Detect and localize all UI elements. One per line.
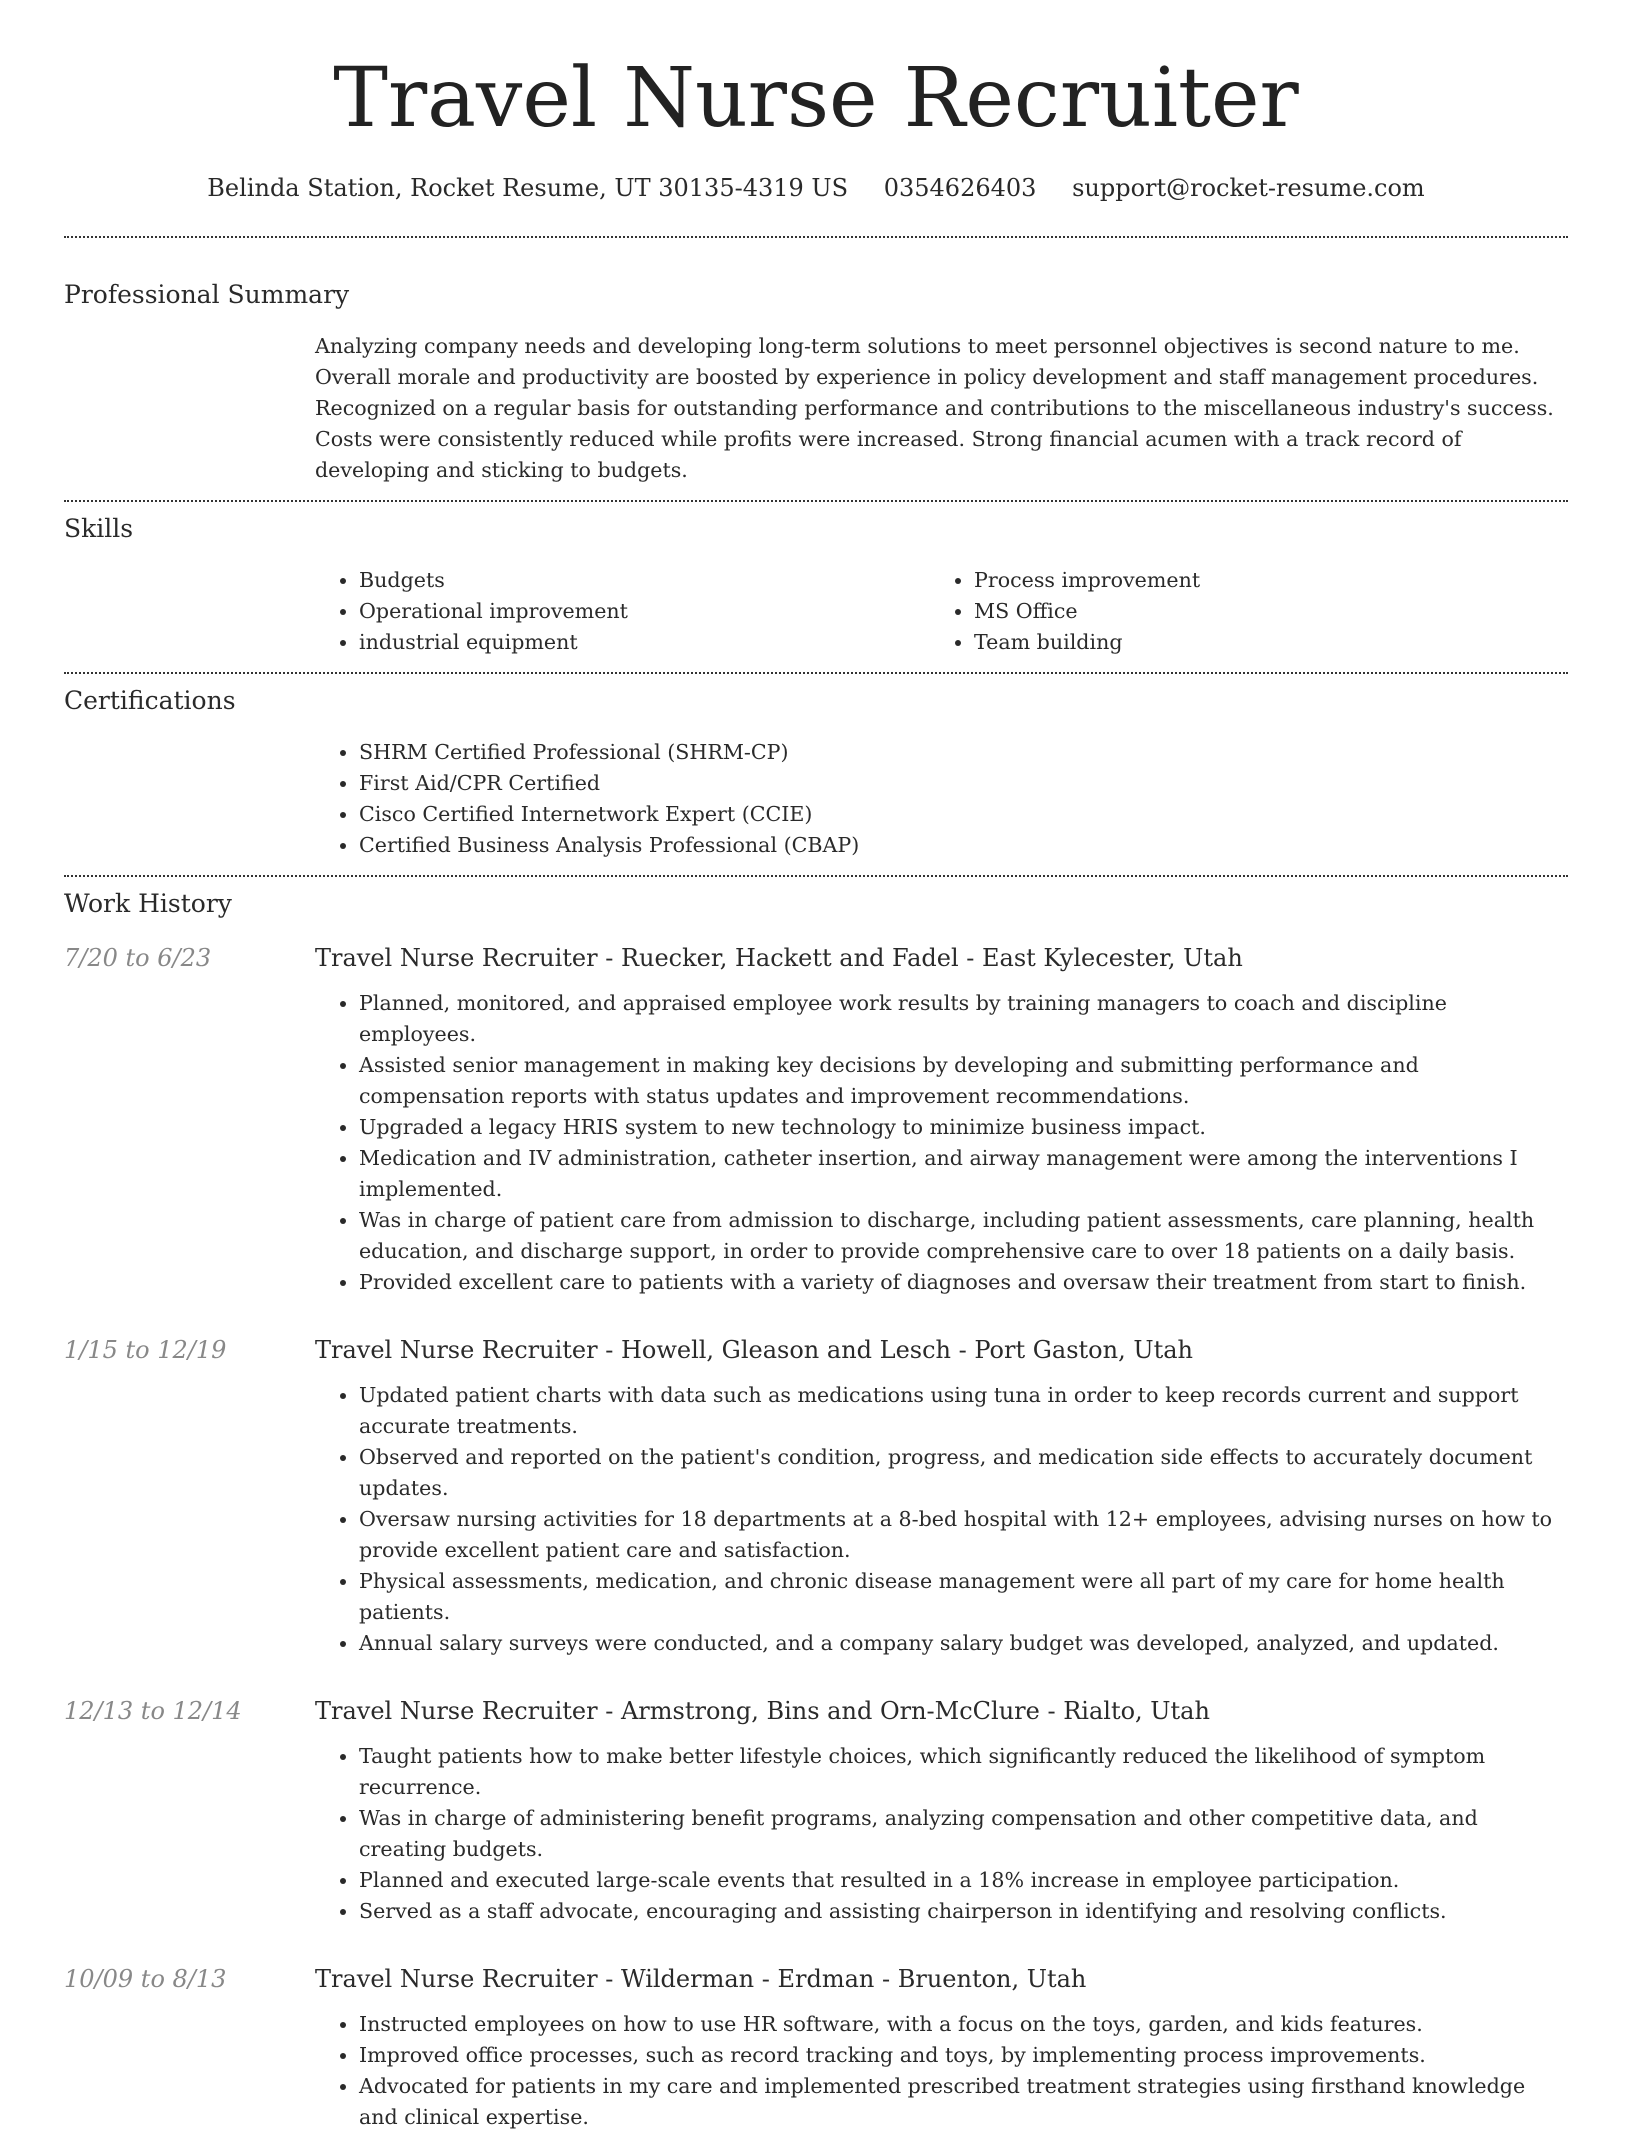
section-title: Skills (64, 514, 134, 543)
divider (64, 500, 1568, 502)
resume-page (64, 0, 1568, 2133)
job-entry (64, 1332, 1568, 1659)
job-bullet: • Observed and reported on the patient's condition, progress, and medication side effects to accurately document updates. (359, 1442, 1568, 1504)
resume-name: Travel Nurse Recruiter (333, 51, 1299, 146)
job-entry (64, 1961, 1568, 2133)
job-bullet: • Upgraded a legacy HRIS system to new technology to minimize business impact. (359, 1112, 1568, 1143)
work-history-section (64, 889, 1568, 2133)
skills-list-right (930, 565, 1568, 658)
job-title: Travel Nurse Recruiter - Howell, Gleason and Lesch - Port Gaston, Utah (315, 1336, 1193, 1364)
certifications-list (315, 737, 1568, 861)
job-body (315, 1693, 1568, 1927)
contact-phone: 0354626403 (883, 174, 1037, 202)
job-bullet: • Updated patient charts with data such as medications using tuna in order to keep records current and support accurate treatments. (359, 1380, 1568, 1442)
job-bullet: • Was in charge of patient care from admission to discharge, including patient assessments, care planning, health education, and discharge support, in order to provide comprehensive care to over 18 patients on a daily basis. (359, 1205, 1568, 1267)
section-title: Work History (64, 889, 232, 918)
job-body (315, 1961, 1568, 2133)
job-bullets (315, 2009, 1568, 2133)
job-bullet: • Instructed employees on how to use HR software, with a focus on the toys, garden, and kids features. (359, 2009, 1568, 2040)
section-title: Professional Summary (64, 280, 350, 309)
job-bullet: • Medication and IV administration, catheter insertion, and airway management were among the interventions I implemented. (359, 1143, 1568, 1205)
job-bullet: • Served as a staff advocate, encouraging and assisting chairperson in identifying and resolving conflicts. (359, 1896, 1568, 1927)
divider (64, 672, 1568, 674)
job-body (315, 1332, 1568, 1659)
divider (64, 875, 1568, 877)
job-bullet: • Assisted senior management in making key decisions by developing and submitting performance and compensation reports with status updates and improvement recommendations. (359, 1050, 1568, 1112)
job-title: Travel Nurse Recruiter - Wilderman - Erdman - Bruenton, Utah (315, 1965, 1087, 1993)
job-bullets (315, 1380, 1568, 1659)
job-body (315, 940, 1568, 1298)
job-bullet: • Oversaw nursing activities for 18 departments at a 8-bed hospital with 12+ employees, advising nurses on how to provide excellent patient care and satisfaction. (359, 1504, 1568, 1566)
skill-item: • Operational improvement (359, 596, 930, 627)
job-bullet: • Planned and executed large-scale events that resulted in a 18% increase in employee participation. (359, 1865, 1568, 1896)
job-entry (64, 940, 1568, 1298)
section-title: Certifications (64, 686, 236, 715)
job-title: Travel Nurse Recruiter - Armstrong, Bins and Orn-McClure - Rialto, Utah (315, 1697, 1210, 1725)
job-bullet: • Planned, monitored, and appraised employee work results by training managers to coach and discipline employees. (359, 988, 1568, 1050)
skill-item: • MS Office (974, 596, 1568, 627)
skill-item: • Process improvement (974, 565, 1568, 596)
job-bullet: • Annual salary surveys were conducted, and a company salary budget was developed, analyzed, and updated. (359, 1628, 1568, 1659)
skill-item: • Budgets (359, 565, 930, 596)
job-dates: 7/20 to 6/23 (64, 944, 212, 972)
job-bullet: • Physical assessments, medication, and chronic disease management were all part of my care for home health patients. (359, 1566, 1568, 1628)
job-bullets (315, 1741, 1568, 1927)
divider (64, 236, 1568, 238)
skills-grid (315, 565, 1568, 658)
summary-text: Analyzing company needs and developing long-term solutions to meet personnel objectives is second nature to me. Overall morale and productivity are boosted by experience in policy development and staff management procedures. Recognized on a regular basis for outstanding performance and contributions to the miscellaneous industry's success. Costs were consistently reduced while profits were increased. Strong financial acumen with a track record of developing and sticking to budgets. (315, 334, 1554, 482)
contact-address: Belinda Station, Rocket Resume, UT 30135-4319 US (207, 174, 849, 202)
summary-section (64, 280, 1568, 486)
job-entry (64, 1693, 1568, 1927)
certification-item: • First Aid/CPR Certified (359, 768, 1568, 799)
job-bullet: • Taught patients how to make better lifestyle choices, which significantly reduced the likelihood of symptom recurrence. (359, 1741, 1568, 1803)
certification-item: • SHRM Certified Professional (SHRM-CP) (359, 737, 1568, 768)
skill-item: • Team building (974, 627, 1568, 658)
job-dates: 10/09 to 8/13 (64, 1965, 227, 1993)
skill-item: • industrial equipment (359, 627, 930, 658)
certification-item: • Cisco Certified Internetwork Expert (CCIE) (359, 799, 1568, 830)
certification-item: • Certified Business Analysis Professional (CBAP) (359, 830, 1568, 861)
certifications-content (315, 737, 1568, 861)
job-bullet: • Was in charge of administering benefit programs, analyzing compensation and other competitive data, and creating budgets. (359, 1803, 1568, 1865)
job-bullets (315, 988, 1568, 1298)
job-bullet: • Provided excellent care to patients with a variety of diagnoses and oversaw their treatment from start to finish. (359, 1267, 1568, 1298)
contact-line (64, 174, 1568, 202)
job-title: Travel Nurse Recruiter - Ruecker, Hackett and Fadel - East Kylecester, Utah (315, 944, 1243, 972)
summary-content (315, 331, 1568, 486)
skills-list-left (315, 565, 930, 658)
job-dates: 12/13 to 12/14 (64, 1697, 242, 1725)
certifications-section (64, 686, 1568, 861)
job-dates: 1/15 to 12/19 (64, 1336, 227, 1364)
contact-email: support@rocket-resume.com (1072, 174, 1425, 202)
job-bullet: • Advocated for patients in my care and implemented prescribed treatment strategies using firsthand knowledge and clinical expertise. (359, 2071, 1568, 2133)
job-bullet: • Improved office processes, such as record tracking and toys, by implementing process improvements. (359, 2040, 1568, 2071)
skills-section (64, 514, 1568, 658)
